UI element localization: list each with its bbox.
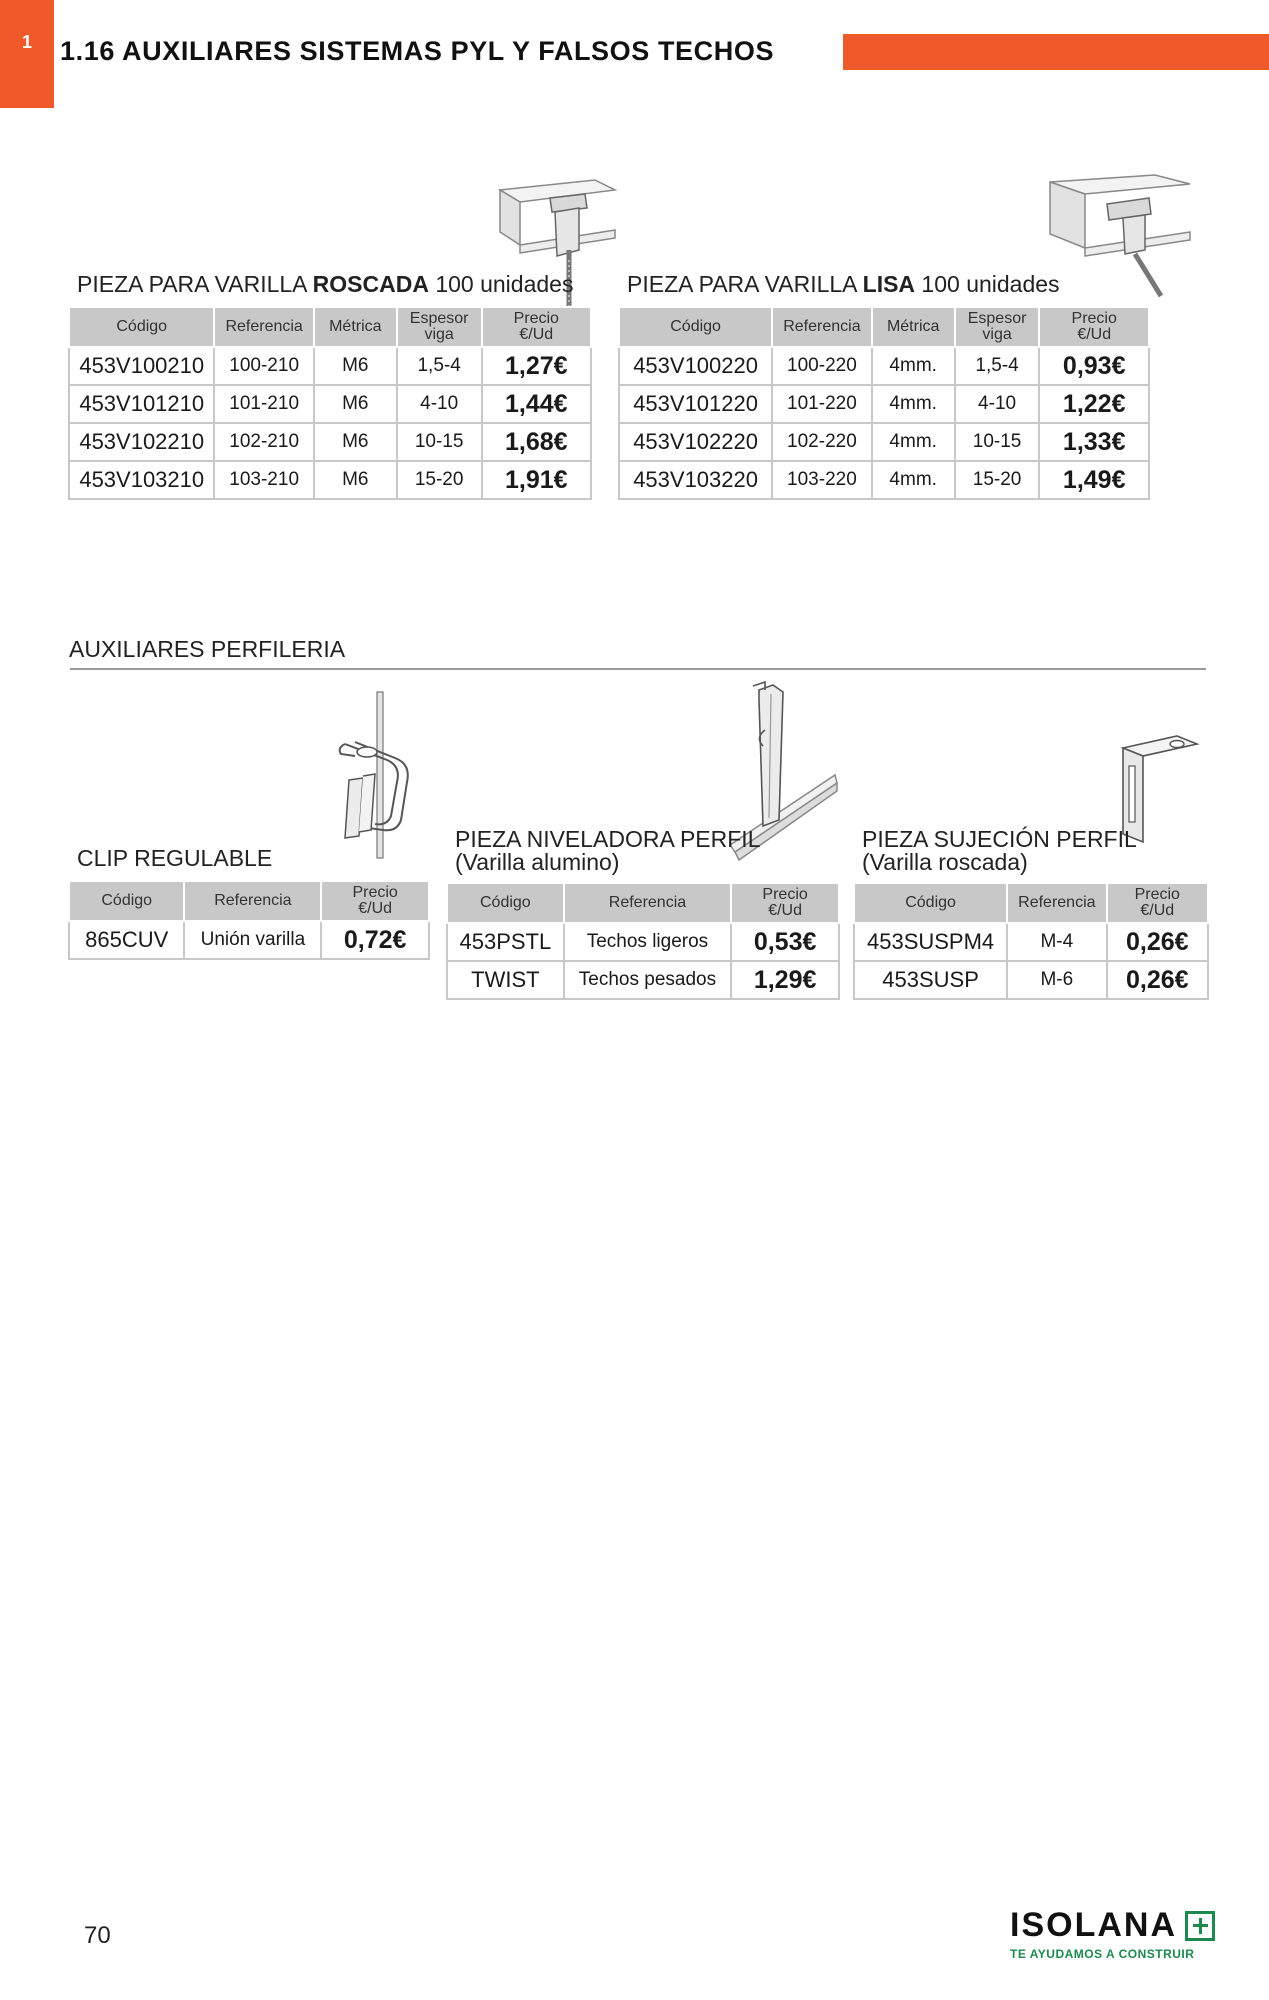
cell-precio: 0,93€ [1039,347,1149,385]
sujecion-title-main: PIEZA SUJECIÓN PERFIL [862,826,1137,852]
cell-precio: 0,26€ [1107,923,1208,961]
table-row [619,423,1149,461]
cell-codigo: 453SUSP [854,961,1007,999]
col-header-espesor: Espesor viga [955,307,1040,347]
col-header-metrica: Métrica [872,307,955,347]
niveladora-title-main: PIEZA NIVELADORA PERFIL [455,826,761,852]
lisa-table [618,306,1150,500]
lisa-title [627,271,1060,298]
cell-codigo: 453V101220 [619,385,772,423]
table-row [619,385,1149,423]
page-title: 1.16 AUXILIARES SISTEMAS PYL Y FALSOS TECHOS [60,36,775,66]
niveladora-title-sub: (Varilla alumino) [455,849,620,875]
cell-precio: 0,72€ [321,921,429,959]
table-row [69,461,591,499]
col-header-precio: Precio €/Ud [731,883,839,923]
table-header-row [69,307,591,347]
cell-codigo: 865CUV [69,921,184,959]
cell-metrica: 4mm. [872,423,955,461]
cell-referencia: 103-220 [772,461,871,499]
table-row [854,961,1208,999]
cell-referencia: M-6 [1007,961,1106,999]
section-divider [70,668,1206,670]
cell-referencia: 100-220 [772,347,871,385]
cell-precio: 1,68€ [482,423,592,461]
col-header-referencia: Referencia [214,307,313,347]
title-accent-bar [843,34,1269,70]
chapter-number: 1 [22,32,33,52]
table-header-row [854,883,1208,923]
cell-referencia: Unión varilla [184,921,321,959]
cell-metrica: 4mm. [872,461,955,499]
cell-espesor: 15-20 [955,461,1040,499]
col-header-espesor: Espesor viga [397,307,482,347]
cell-referencia: Techos ligeros [564,923,732,961]
col-header-codigo: Código [854,883,1007,923]
cell-precio: 1,29€ [731,961,839,999]
roscada-table [68,306,592,500]
sujecion-title [862,828,1137,874]
plus-badge-icon [1185,1911,1215,1941]
cell-metrica: 4mm. [872,347,955,385]
table-header-row [447,883,839,923]
table-header-row [69,881,429,921]
cell-referencia: 101-210 [214,385,313,423]
roscada-title-pre: PIEZA PARA VARILLA [77,271,313,297]
col-header-precio: Precio €/Ud [321,881,429,921]
cell-espesor: 4-10 [955,385,1040,423]
clip-regulable-image [325,690,425,860]
roscada-title-bold: ROSCADA [312,271,429,297]
table-row [447,923,839,961]
table-row [69,423,591,461]
table-header-row [619,307,1149,347]
col-header-referencia: Referencia [1007,883,1106,923]
cell-codigo: 453V102220 [619,423,772,461]
cell-espesor: 10-15 [397,423,482,461]
cell-precio: 1,49€ [1039,461,1149,499]
cell-referencia: 103-210 [214,461,313,499]
logo-name: ISOLANA [1010,1906,1177,1944]
cell-precio: 1,91€ [482,461,592,499]
col-header-codigo: Código [447,883,564,923]
logo-wordmark [1010,1906,1220,1945]
col-header-metrica: Métrica [314,307,397,347]
cell-espesor: 1,5-4 [955,347,1040,385]
clip-table [68,880,430,960]
cell-codigo: 453V103220 [619,461,772,499]
table-row [69,385,591,423]
col-header-codigo: Código [69,307,214,347]
sujecion-title-sub: (Varilla roscada) [862,849,1028,875]
cell-referencia: M-4 [1007,923,1106,961]
lisa-title-pre: PIEZA PARA VARILLA [627,271,863,297]
cell-metrica: M6 [314,385,397,423]
sujecion-table [853,882,1209,1000]
cell-precio: 1,33€ [1039,423,1149,461]
col-header-referencia: Referencia [184,881,321,921]
table-row [447,961,839,999]
col-header-precio: Precio €/Ud [482,307,592,347]
cell-codigo: 453V100210 [69,347,214,385]
cell-metrica: M6 [314,461,397,499]
col-header-precio: Precio €/Ud [1039,307,1149,347]
cell-espesor: 4-10 [397,385,482,423]
cell-referencia: Techos pesados [564,961,732,999]
lisa-clamp-image [1045,170,1195,310]
table-row [619,461,1149,499]
col-header-precio: Precio €/Ud [1107,883,1208,923]
cell-codigo: 453SUSPM4 [854,923,1007,961]
table-row [69,347,591,385]
cell-espesor: 15-20 [397,461,482,499]
cell-metrica: M6 [314,347,397,385]
roscada-title-post: 100 unidades [428,271,574,297]
cell-precio: 1,44€ [482,385,592,423]
col-header-referencia: Referencia [772,307,871,347]
cell-metrica: 4mm. [872,385,955,423]
col-header-referencia: Referencia [564,883,732,923]
chapter-tab [0,0,54,108]
cell-codigo: 453V101210 [69,385,214,423]
page-number: 70 [84,1922,111,1949]
niveladora-table [446,882,840,1000]
cell-codigo: 453V102210 [69,423,214,461]
cell-espesor: 1,5-4 [397,347,482,385]
cell-referencia: 102-220 [772,423,871,461]
col-header-codigo: Código [69,881,184,921]
cell-codigo: 453PSTL [447,923,564,961]
lisa-title-post: 100 unidades [915,271,1060,297]
lisa-title-bold: LISA [862,271,916,297]
cell-codigo: TWIST [447,961,564,999]
cell-codigo: 453V103210 [69,461,214,499]
logo-tagline: TE AYUDAMOS A CONSTRUIR [1010,1947,1195,1961]
perfileria-title: AUXILIARES PERFILERIA [69,636,346,662]
niveladora-title [455,828,761,874]
cell-metrica: M6 [314,423,397,461]
cell-referencia: 100-210 [214,347,313,385]
roscada-title [77,271,573,298]
table-row [69,921,429,959]
cell-referencia: 102-210 [214,423,313,461]
col-header-codigo: Código [619,307,772,347]
cell-codigo: 453V100220 [619,347,772,385]
isolana-logo [1010,1906,1220,1961]
clip-title: CLIP REGULABLE [77,845,273,871]
cell-precio: 1,27€ [482,347,592,385]
cell-referencia: 101-220 [772,385,871,423]
cell-espesor: 10-15 [955,423,1040,461]
cell-precio: 0,26€ [1107,961,1208,999]
table-row [854,923,1208,961]
cell-precio: 0,53€ [731,923,839,961]
table-row [619,347,1149,385]
cell-precio: 1,22€ [1039,385,1149,423]
